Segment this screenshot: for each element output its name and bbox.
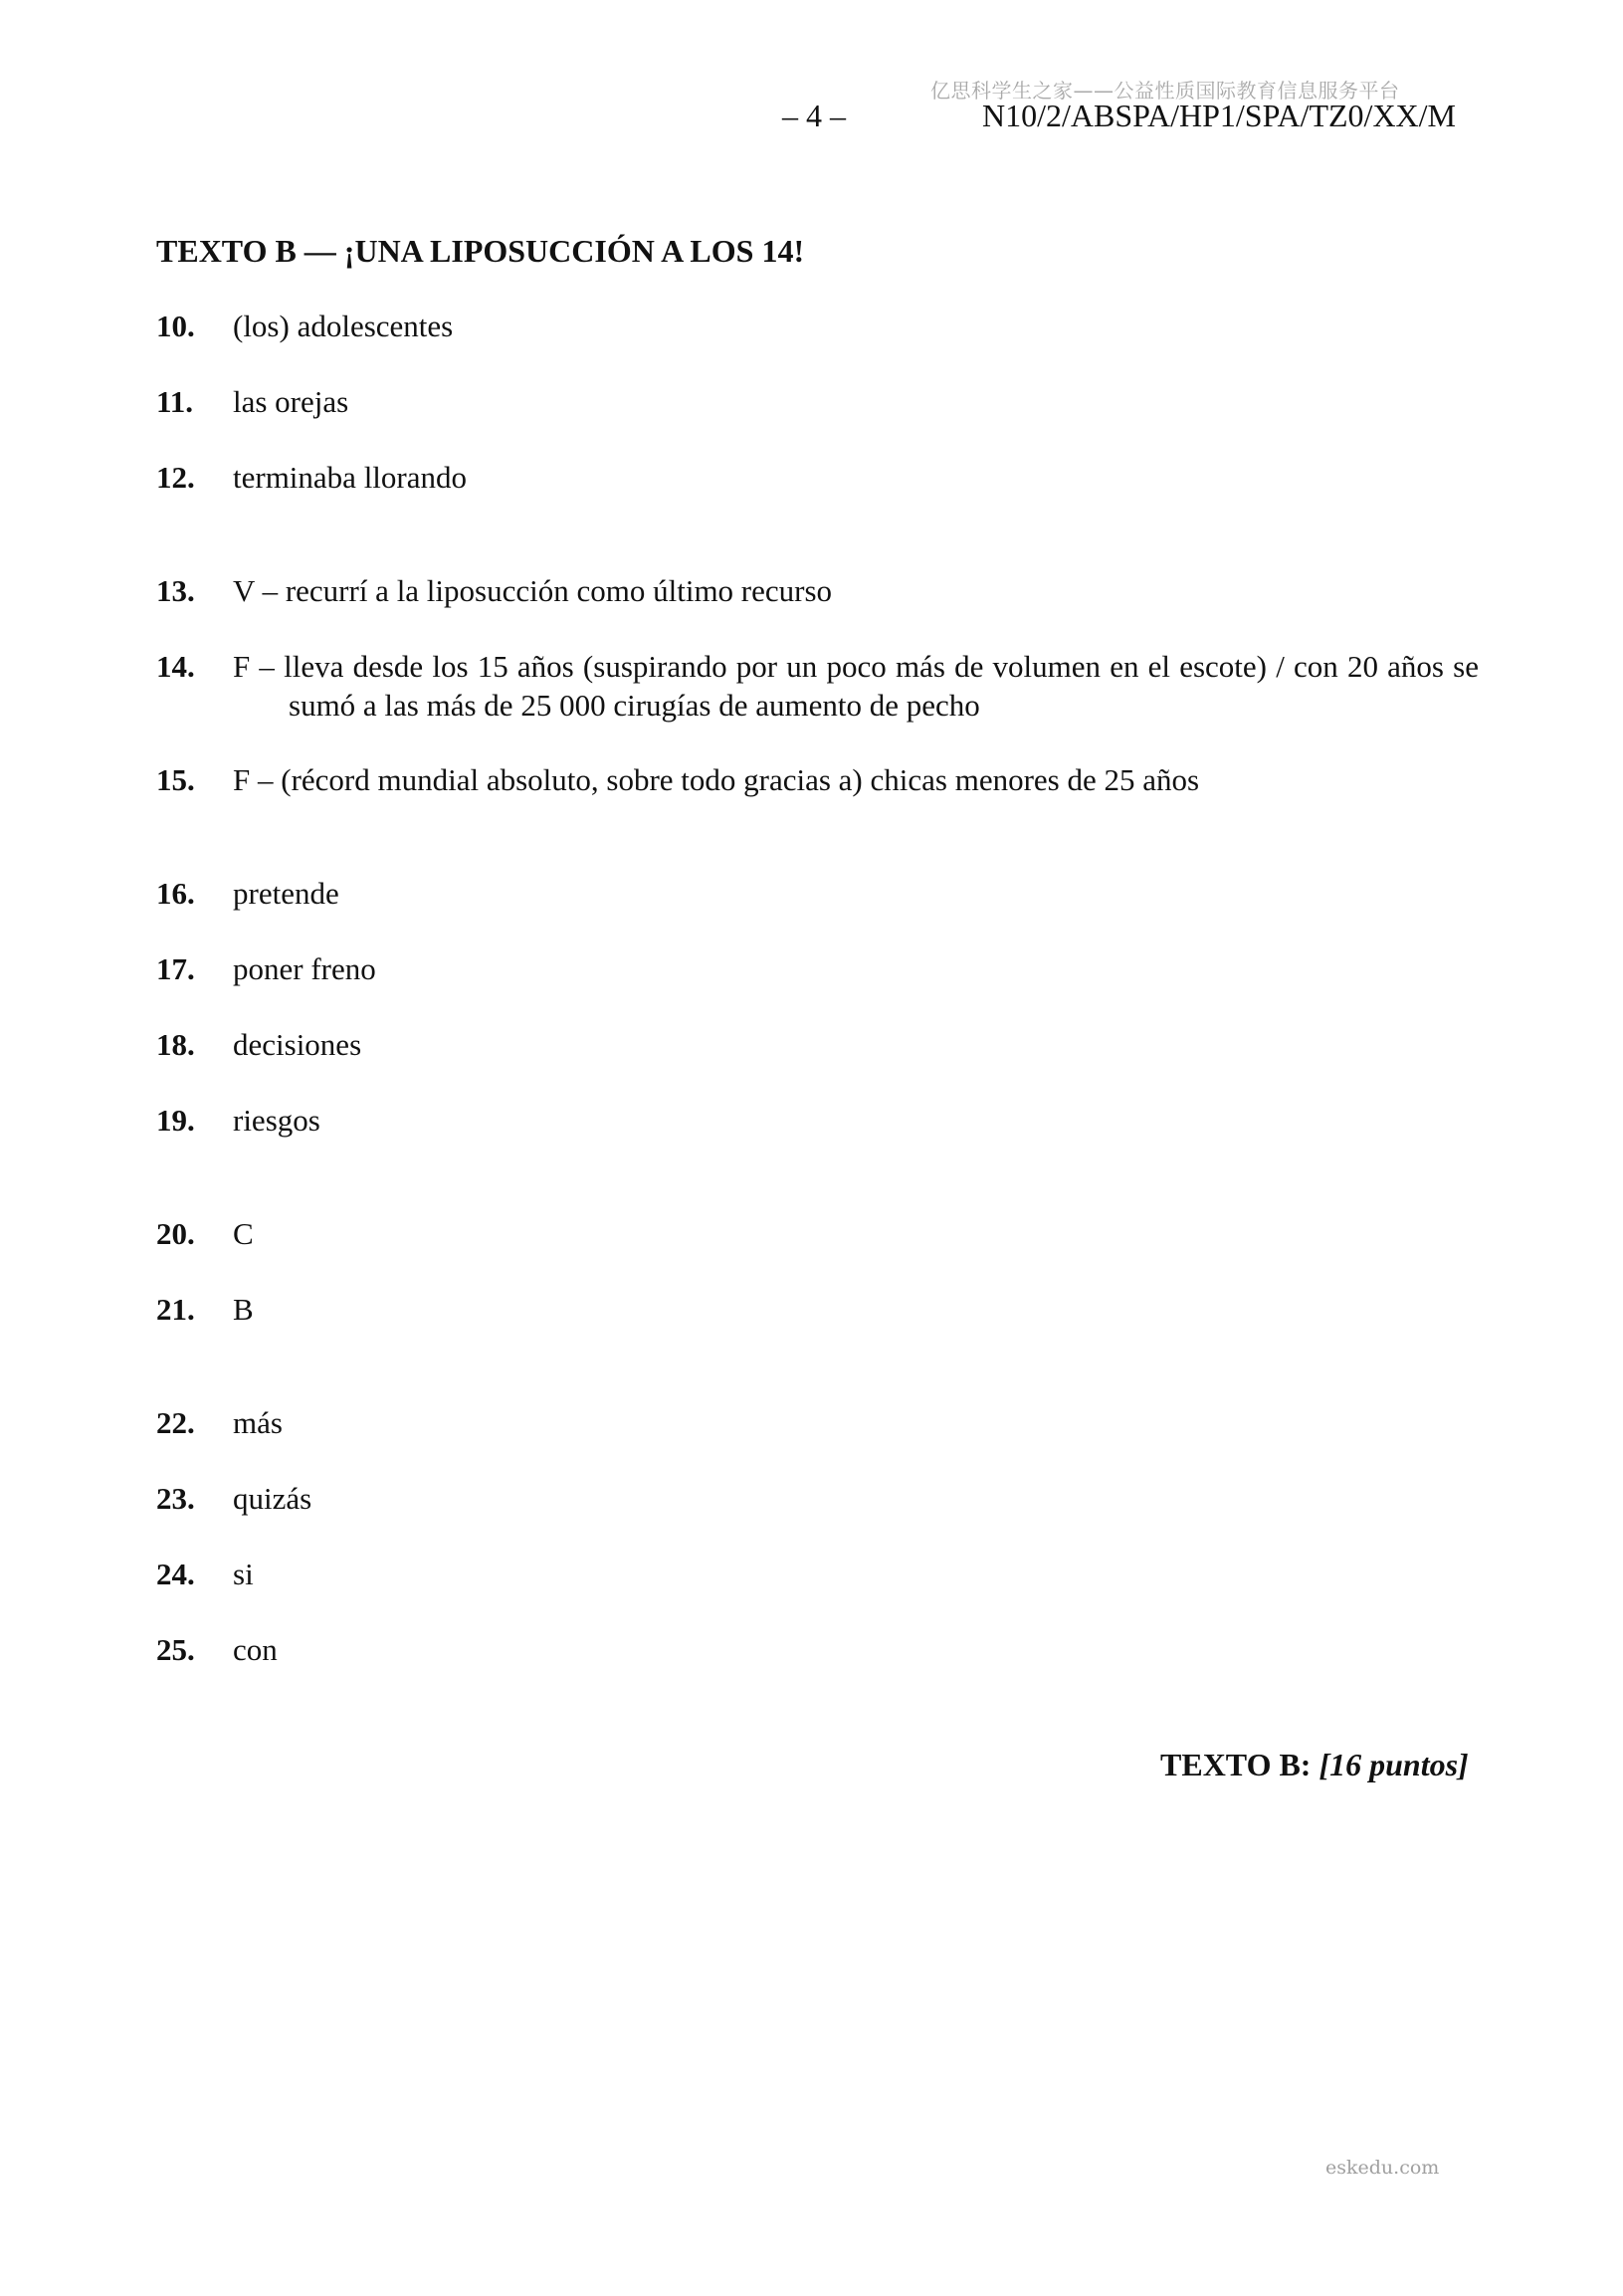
total-points: [16 puntos]	[1319, 1747, 1469, 1782]
answer-item	[156, 1479, 1479, 1518]
section-title: TEXTO B — ¡UNA LIPOSUCCIÓN A LOS 14!	[156, 233, 805, 269]
item-answer: poner freno	[233, 951, 376, 986]
page-number: – 4 –	[782, 98, 846, 133]
answer-item	[156, 1214, 1479, 1253]
item-number: 16.	[156, 876, 195, 911]
answer-item	[156, 1290, 1479, 1329]
document-code: N10/2/ABSPA/HP1/SPA/TZ0/XX/M	[982, 98, 1456, 133]
item-answer: si	[233, 1557, 254, 1591]
item-answer: B	[233, 1292, 254, 1327]
answer-item	[156, 1630, 1479, 1669]
item-number: 12.	[156, 460, 195, 495]
answer-item	[156, 1101, 1479, 1140]
item-number: 15.	[156, 762, 195, 797]
item-number: 17.	[156, 951, 195, 986]
item-answer: las orejas	[233, 384, 349, 419]
item-number: 19.	[156, 1103, 195, 1138]
item-number: 13.	[156, 573, 195, 608]
answer-item	[156, 307, 1479, 345]
answer-item	[156, 760, 1479, 799]
item-answer: terminaba llorando	[233, 460, 467, 495]
item-answer: con	[233, 1632, 278, 1667]
item-answer: más	[233, 1405, 283, 1440]
answer-item	[156, 571, 1479, 610]
item-number: 24.	[156, 1557, 195, 1591]
footer-watermark: eskedu.com	[1325, 2157, 1440, 2179]
item-number: 21.	[156, 1292, 195, 1327]
answer-item	[156, 1555, 1479, 1593]
answer-item	[156, 382, 1479, 421]
answer-item	[156, 874, 1479, 913]
item-answer: V – recurrí a la liposucción como último recurso	[233, 573, 833, 608]
header-watermark: 亿思科学生之家——公益性质国际教育信息服务平台	[930, 79, 1400, 103]
item-number: 11.	[156, 384, 194, 419]
item-answer: F – (récord mundial absoluto, sobre todo gracias a) chicas menores de 25 años	[233, 762, 1200, 797]
item-answer: C	[233, 1216, 254, 1251]
answer-item	[156, 1025, 1479, 1064]
item-answer: riesgos	[233, 1103, 320, 1138]
total-label: TEXTO B:	[1160, 1747, 1312, 1782]
section-total	[1160, 1747, 1469, 1783]
item-answer: F – lleva desde los 15 años (suspirando por un poco más de volumen en el escote) / con 20 años se sumó a las más de 25 000 cirugías de aumento de pecho	[233, 649, 1479, 723]
item-number: 22.	[156, 1405, 195, 1440]
item-number: 18.	[156, 1027, 195, 1062]
answer-item	[156, 647, 1479, 725]
answer-item	[156, 458, 1479, 497]
item-number: 20.	[156, 1216, 195, 1251]
item-answer: decisiones	[233, 1027, 362, 1062]
item-number: 25.	[156, 1632, 195, 1667]
answer-item	[156, 1403, 1479, 1442]
item-number: 10.	[156, 309, 195, 343]
answer-item	[156, 949, 1479, 988]
item-number: 14.	[156, 649, 195, 684]
item-answer: quizás	[233, 1481, 312, 1516]
item-answer: (los) adolescentes	[233, 309, 454, 343]
item-answer: pretende	[233, 876, 339, 911]
item-number: 23.	[156, 1481, 195, 1516]
